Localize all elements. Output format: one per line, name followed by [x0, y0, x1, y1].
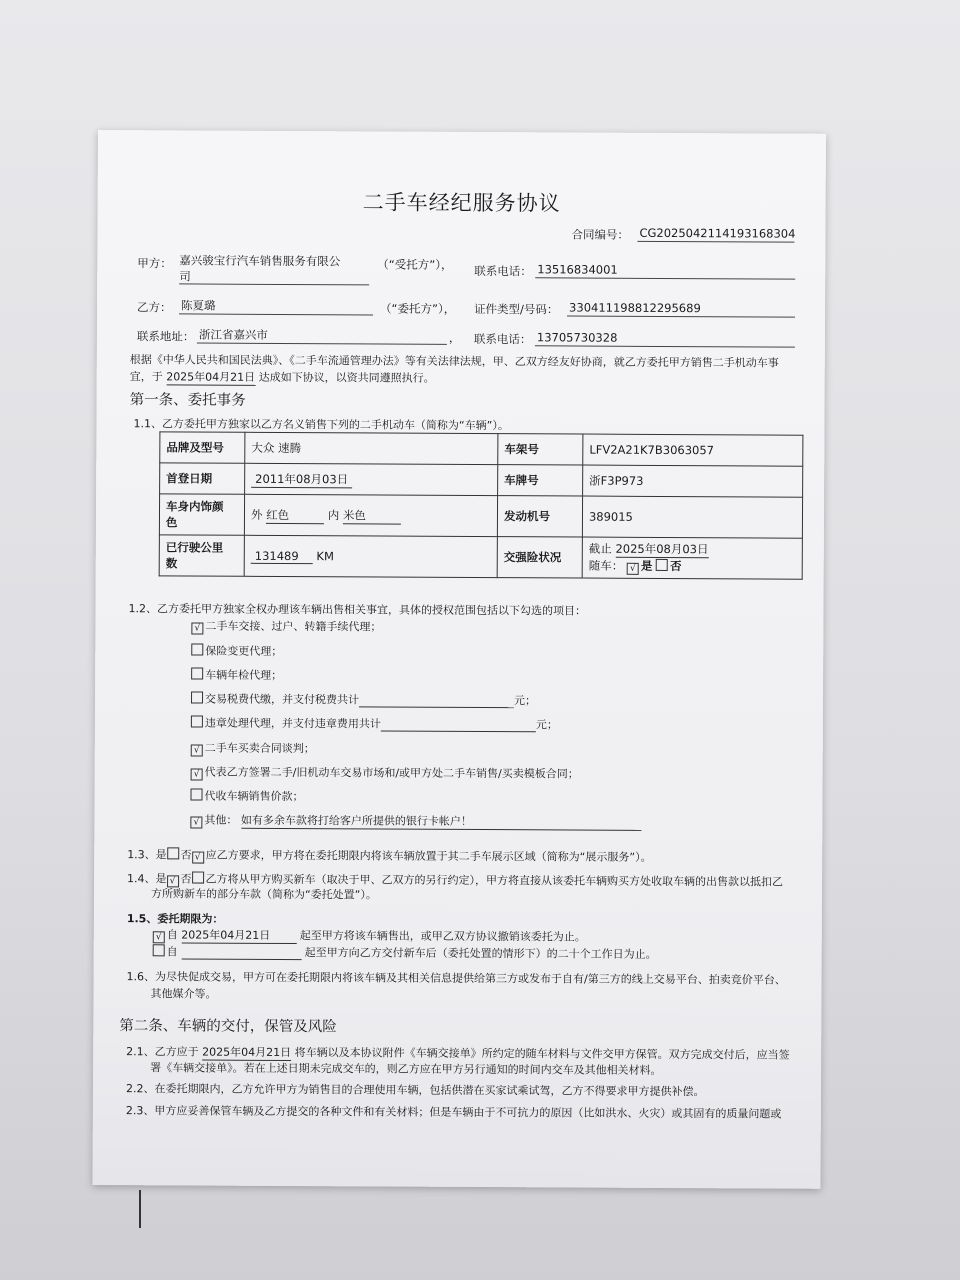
party-a-phone: 13516834001 — [535, 262, 795, 279]
clause-1-1: 1.1、乙方委托甲方独家以乙方名义销售下列的二手机动车（简称为“车辆”）。 — [133, 417, 509, 433]
mileage-label-line1: 已行驶公里 — [165, 540, 224, 555]
interior-color: 米色 — [343, 507, 401, 524]
clause-2-3: 2.3、甲方应妥善保管车辆及乙方提交的各种文件和有关材料；但是车辆由于不可抗力的原因（比如洪水、火灾）或其固有的质量问题或 — [125, 1104, 782, 1121]
clause-2-1-line2: 署《车辆交接单》。若在上述日期未完成交车的，则乙方应在甲方另行通知的时间内交车及其他相关材料。 — [150, 1061, 662, 1077]
option-6-checkbox[interactable]: √ — [191, 744, 203, 756]
option-1[interactable] — [191, 617, 381, 635]
clause-1-5: 1.5、委托期限为： — [126, 912, 224, 926]
document-title: 二手车经纪服务协议 — [362, 190, 561, 216]
option-6-text: 二手车买卖合同谈判； — [204, 741, 315, 756]
table-row — [160, 463, 803, 497]
party-b-id: 330411198812295689 — [567, 300, 795, 317]
c15a-prefix: 自 — [166, 928, 178, 942]
contract-no-label: 合同编号： — [571, 227, 629, 242]
option-2-checkbox[interactable] — [191, 643, 203, 655]
option-1-text: 二手车交接、过户、转籍手续代理； — [205, 619, 382, 634]
vehicle-table — [159, 431, 804, 579]
color-value-cell — [244, 494, 497, 536]
party-b-phone-label: 联系电话： — [473, 331, 532, 347]
option-6[interactable] — [191, 739, 315, 757]
option-5-text: 违章处理代理，并支付违章费用共计 — [204, 716, 381, 731]
clause-1-6-line2: 其他媒介等。 — [150, 987, 217, 1001]
option-3-checkbox[interactable] — [191, 667, 203, 679]
option-9-text: 其他： — [204, 813, 238, 827]
clause-1-2: 1.2、乙方委托甲方独家全权办理该车辆出售相关事宜，具体的授权范围包括以下勾选的项目： — [128, 602, 587, 618]
color-label — [159, 494, 244, 535]
vin-value: LFV2A21K7B3063057 — [583, 434, 803, 466]
clause-1-4-prefix: 1.4、是 — [127, 872, 167, 886]
clause-1-4-text: 乙方将从甲方购买新车（取决于甲、乙双方的另行约定），甲方将直接从该委托车辆购买方处收取车辆的出售款以抵扣乙 — [205, 872, 784, 889]
table-row — [159, 494, 802, 538]
mileage-label — [159, 535, 244, 576]
party-a-phone-label: 联系电话： — [474, 263, 532, 279]
mileage-unit: KM — [316, 548, 334, 563]
c14-yes-checkbox[interactable]: √ — [167, 875, 179, 887]
plate-label: 车牌号 — [498, 465, 583, 496]
with-car-label: 随车： — [588, 558, 624, 573]
option-5-checkbox[interactable] — [191, 715, 203, 727]
address-suffix: ， — [448, 330, 461, 345]
clause-1-4-mid: 否 — [180, 872, 192, 886]
option-2[interactable] — [191, 642, 282, 658]
party-b-address: 浙江省嘉兴市 — [197, 328, 447, 345]
option-2-text: 保险变更代理； — [205, 644, 283, 658]
option-8-checkbox[interactable] — [190, 788, 202, 800]
clause-2-1-prefix: 2.1、乙方应于 — [126, 1045, 199, 1059]
exterior-prefix: 外 — [250, 507, 263, 522]
c15a-checkbox[interactable]: √ — [153, 931, 165, 943]
no-checkbox[interactable] — [656, 559, 668, 571]
yes-label: 是 — [640, 558, 653, 573]
clause-2-2: 2.2、在委托期限内，乙方允许甲方为销售目的合理使用车辆，包括供潜在买家试乘试驾，乙方不得要求甲方提供补偿。 — [125, 1082, 705, 1099]
c14-no-checkbox[interactable] — [192, 872, 204, 884]
c15a-text: 起至甲方将该车辆售出，或甲乙双方协议撤销该委托为止。 — [299, 929, 586, 944]
color-label-line2: 色 — [165, 515, 178, 530]
exterior-color: 红色 — [266, 506, 324, 523]
c15b-checkbox[interactable] — [153, 944, 165, 956]
c15b-text: 起至甲方向乙方交付新车后（委托处置的情形下）的二十个工作日为止。 — [304, 946, 657, 961]
party-a-role: （“受托方”）， — [377, 257, 453, 272]
option-7[interactable] — [191, 763, 579, 782]
brand-label: 品牌及型号 — [160, 432, 245, 463]
table-row — [160, 432, 803, 466]
option-7-text: 代表乙方签署二手/旧机动车交易市场和/或甲方处二手车销售/买卖模板合同； — [204, 765, 579, 781]
clause-1-5-b — [153, 943, 657, 962]
option-4-suffix: 元； — [513, 694, 537, 708]
option-3-text: 车辆年检代理； — [205, 668, 283, 682]
contract-no: CG2025042114193168304 — [637, 226, 794, 243]
section1-heading: 第一条、委托事务 — [129, 392, 246, 409]
reg-date-value: 2011年08月03日 — [251, 470, 352, 488]
table-row — [159, 535, 802, 579]
interior-prefix: 内 — [327, 507, 340, 522]
pen-mark — [139, 1190, 141, 1228]
violation-amount-blank[interactable] — [381, 717, 536, 732]
clause-1-3 — [127, 846, 651, 866]
party-b-role: （“委托方”）， — [380, 301, 456, 316]
option-4-checkbox[interactable] — [191, 691, 203, 703]
clause-1-4-line2: 方所购新车的部分车款（简称为“委托处置”）。 — [150, 887, 377, 902]
clause-1-3-prefix: 1.3、是 — [127, 848, 167, 862]
option-1-checkbox[interactable]: √ — [191, 622, 203, 634]
c15b-prefix: 自 — [166, 945, 178, 959]
plate-value: 浙F3P973 — [583, 465, 803, 497]
party-b-phone: 13705730328 — [535, 330, 795, 347]
vin-label: 车架号 — [498, 434, 583, 465]
party-a-name-line2: 司 — [179, 269, 369, 285]
option-9[interactable] — [190, 811, 641, 830]
party-b-id-label: 证件类型/号码： — [474, 301, 559, 317]
party-b-label: 乙方： — [137, 300, 172, 315]
option-4[interactable] — [191, 690, 536, 708]
party-a-name-line1: 嘉兴骏宝行汽车销售服务有限公 — [179, 253, 341, 269]
contract-page — [92, 130, 826, 1189]
insurance-cell — [582, 537, 802, 579]
option-9-checkbox[interactable]: √ — [190, 816, 202, 828]
mileage-cell — [244, 535, 497, 577]
insurance-date: 2025年08月03日 — [615, 541, 709, 557]
preamble-suffix: 达成如下协议，以资共同遵照执行。 — [258, 370, 435, 385]
clause-2-1-text: 将车辆以及本协议附件《车辆交接单》所约定的随车材料与文件交甲方保管。双方完成交付后，应当签 — [294, 1046, 790, 1062]
preamble-date: 2025年04月21日 — [166, 370, 256, 384]
party-a-label: 甲方： — [137, 256, 172, 271]
option-3[interactable] — [191, 666, 282, 682]
section2-heading: 第二条、车辆的交付，保管及风险 — [119, 1018, 337, 1036]
tax-amount-blank[interactable] — [359, 693, 514, 708]
option-8-text: 代收车辆销售价款； — [204, 789, 304, 804]
c13-yes-checkbox[interactable] — [167, 847, 179, 859]
option-7-checkbox[interactable]: √ — [191, 768, 203, 780]
preamble-prefix: 宜，于 — [129, 370, 163, 384]
c15a-date: 2025年04月21日 — [181, 926, 296, 944]
yes-checkbox[interactable]: √ — [627, 563, 639, 575]
option-9-other: 如有多余车款将打给客户所提供的银行卡帐户！ — [241, 812, 641, 831]
party-b-name: 陈夏璐 — [179, 298, 373, 315]
option-5[interactable] — [191, 714, 558, 732]
party-b-address-label: 联系地址： — [136, 329, 195, 344]
no-label: 否 — [670, 559, 682, 574]
option-5-suffix: 元； — [535, 718, 558, 732]
preamble-line1: 根据《中华人民共和国民法典》、《二手车流通管理办法》等有关法律法规，甲、乙双方经友好协商，就乙方委托甲方销售二手机动车事 — [129, 353, 779, 370]
option-4-text: 交易税费代缴，并支付税费共计 — [204, 692, 360, 707]
color-label-line1: 车身内饰颜 — [165, 499, 224, 514]
clause-1-3-mid: 否 — [180, 848, 192, 862]
option-8[interactable] — [190, 787, 303, 804]
brand-value: 大众 速腾 — [245, 432, 498, 464]
clause-1-6: 1.6、为尽快促成交易，甲方可在委托期限内将该车辆及其相关信息提供给第三方或发布于自有/第三方的线上交易平台、拍卖竞价平台、 — [126, 970, 786, 987]
insurance-prefix: 截止 — [588, 541, 612, 556]
mileage-label-line2: 数 — [165, 556, 178, 571]
c15b-date-blank[interactable] — [181, 945, 301, 960]
clause-1-3-text: 应乙方要求，甲方将在委托期限内将该车辆放置于其二手车展示区域（简称为“展示服务”）。 — [205, 848, 652, 864]
c13-no-checkbox[interactable]: √ — [192, 852, 204, 864]
engine-value: 389015 — [582, 496, 802, 538]
engine-label: 发动机号 — [497, 496, 582, 537]
insurance-label: 交强险状况 — [497, 537, 582, 578]
clause-2-1-date: 2025年04月21日 — [202, 1045, 292, 1060]
reg-date-label: 首登日期 — [160, 463, 245, 494]
mileage-value: 131489 — [251, 548, 313, 563]
